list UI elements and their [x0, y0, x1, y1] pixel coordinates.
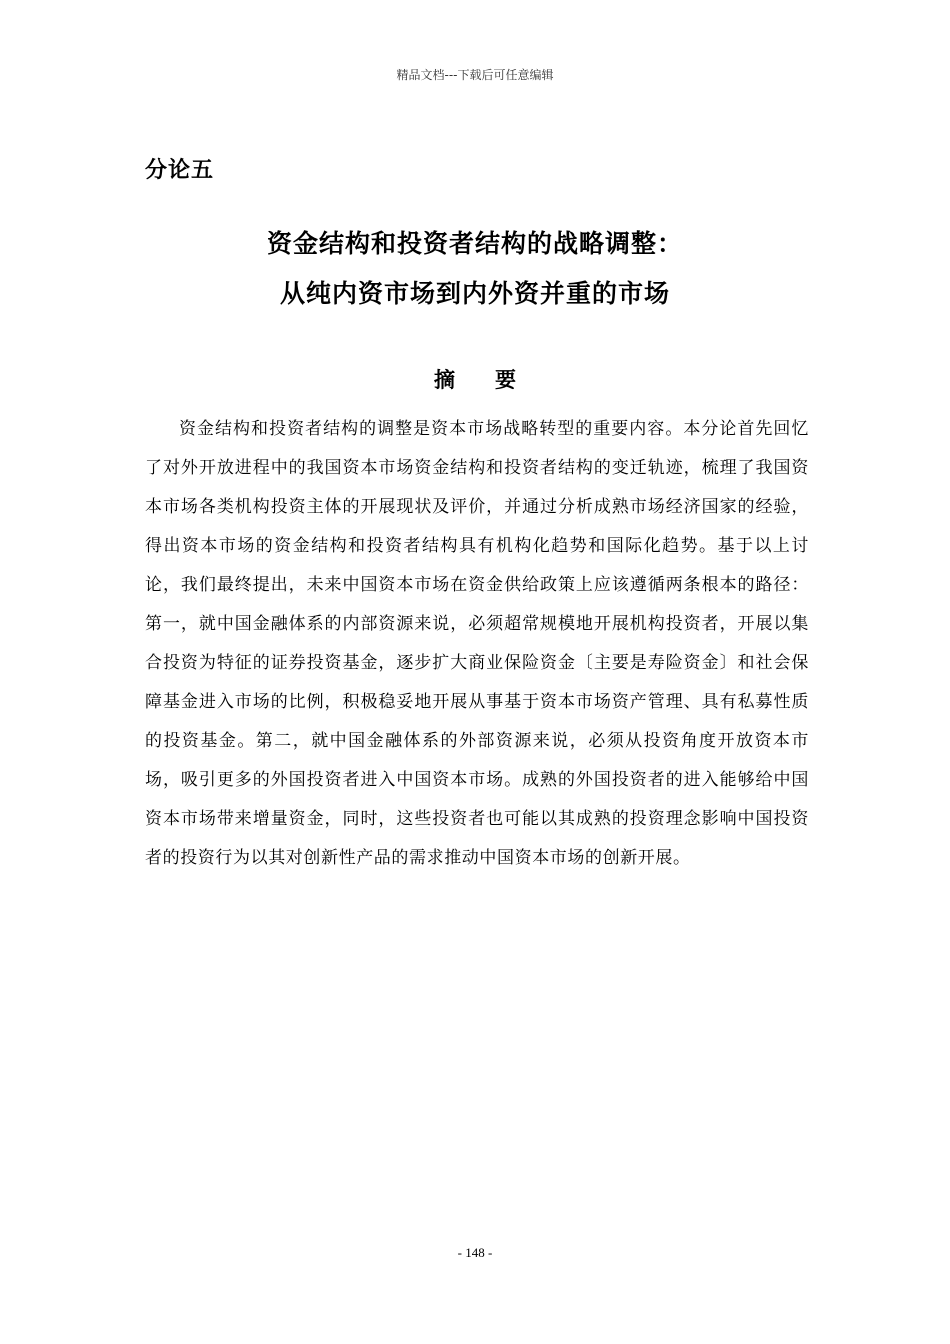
page-title-line-2: 从纯内资市场到内外资并重的市场 [279, 279, 670, 308]
abstract-heading: 摘要 [434, 368, 556, 392]
header-note: 精品文档---下载后可任意编辑 [396, 68, 554, 82]
abstract-body: 资金结构和投资者结构的调整是资本市场战略转型的重要内容。本分论首先回忆了对外开放进程中的我国资本市场资金结构和投资者结构的变迁轨迹，梳理了我国资本市场各类机构投资主体的开展现状及评价，并通过分析成熟市场经济国家的经验，得出资本市场的资金结构和投资者结构具有机构化趋势和国际化趋势。基于以上讨论，我们最终提出，未来中国资本市场在资金供给政策上应该遵循两条根本的路径：第一，就中国金融体系的内部资源来说，必须超常规模地开展机构投资者，开展以集合投资为特征的证券投资基金，逐步扩大商业保险资金〔主要是寿险资金〕和社会保障基金进入市场的比例，积极稳妥地开展从事基于资本市场资产管理、具有私募性质的投资基金。第二，就中国金融体系的外部资源来说，必须从投资角度开放资本市场，吸引更多的外国投资者进入中国资本市场。成熟的外国投资者的进入能够给中国资本市场带来增量资金，同时，这些投资者也可能以其成熟的投资理念影响中国投资者的投资行为以其对创新性产品的需求推动中国资本市场的创新开展。 [145, 419, 809, 868]
page-title-line-1: 资金结构和投资者结构的战略调整： [266, 229, 683, 258]
section-label: 分论五 [145, 158, 215, 183]
page-number: - 148 - [457, 1245, 493, 1260]
